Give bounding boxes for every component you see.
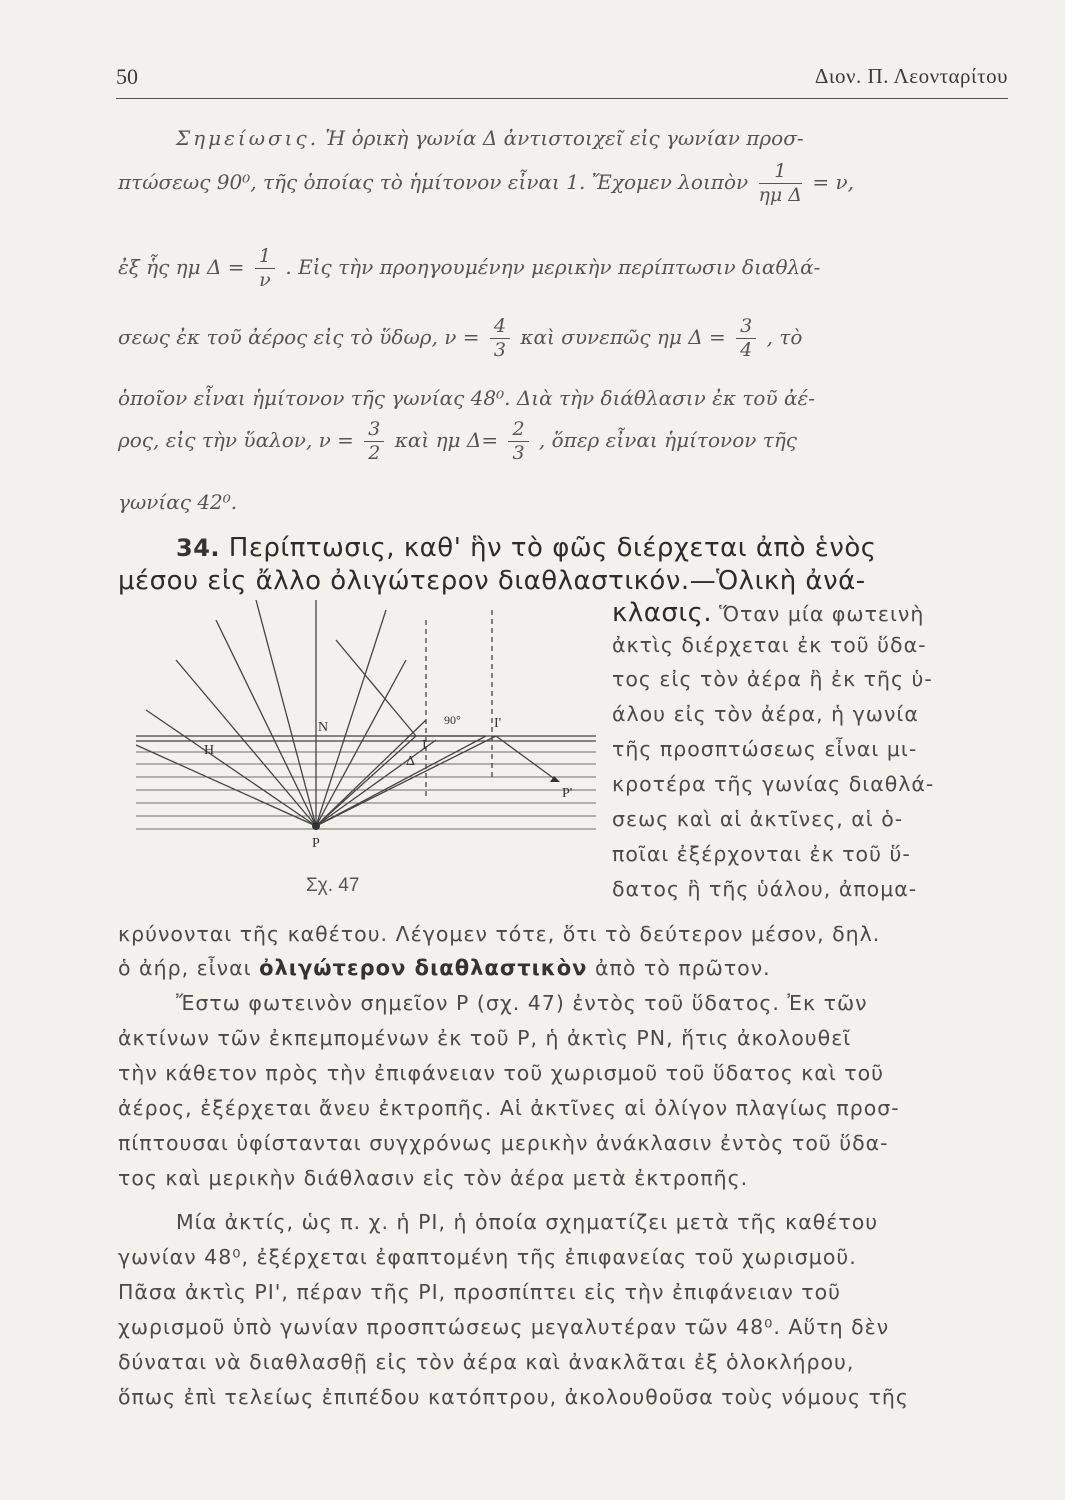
body-line-4: άλου εἰς τὸν ἀέρα, ἡ γωνία [612,702,919,726]
body-line-15: ἀέρος, ἐξέρχεται ἄνευ ἐκτροπῆς. Αἱ ἀκτῖνες αἱ ὀλίγον πλαγίως προσ- [118,1096,900,1120]
note-line-7: γωνίας 42⁰. [118,490,238,514]
label-p-prime: P' [562,786,573,801]
frac-numerator: 4 [490,315,510,339]
note-line-3 [118,245,820,292]
frac-numerator: 2 [508,418,528,442]
body-line-9: δατος ἢ τῆς ὑάλου, ἀπομα- [612,877,918,901]
refraction-diagram [136,600,606,880]
fraction-4-over-3 [490,315,510,362]
section-heading-line-1 [176,535,877,561]
note-line-3-lead: ἐξ ἧς ημ Δ = [118,254,245,279]
section-number: 34. [176,534,221,562]
note-line-2-tail: = ν, [812,169,855,194]
body-line-21: χωρισμοῦ ὑπὸ γωνίαν προσπτώσεως μεγαλυτέραν τῶν 48⁰. Αὕτη δὲν [118,1315,890,1339]
note-line-6-lead: ρος, εἰς τὴν ὕαλον, ν = [118,427,354,452]
label-p: P [312,836,320,851]
frac-denominator: 3 [493,338,506,361]
body-line-14: τὴν κάθετον πρὸς τὴν ἐπιφάνειαν τοῦ χωρισμοῦ τοῦ ὕδατος καὶ τοῦ [118,1061,885,1085]
section-heading-line-2: μέσου εἰς ἄλλο ὀλιγώτερον διαθλαστικόν.—Ὁλικὴ ἀνά- [118,566,866,596]
frac-numerator: 3 [736,315,756,339]
body-line-8: ποῖαι ἐξέρχονται ἐκ τοῦ ὕ- [612,842,911,866]
label-90-degrees: 90° [444,713,461,727]
body-line-16: πίπτουσαι ὑφίστανται συγχρόνως μερικὴν ἀνάκλασιν ἐντὸς τοῦ ὕδα- [118,1131,889,1155]
label-n: N [318,720,329,735]
frac-numerator: 3 [364,418,384,442]
note-line-2 [118,160,854,207]
section-title-3: κλασις. [612,598,713,628]
note-label: Σημείωσις. [176,126,320,150]
note-line-4-tail: , τὸ [766,324,803,349]
body-line-11-lead: ὁ ἀήρ, εἶναι [118,956,252,980]
body-line-20: Πᾶσα ἀκτὶς ΡΙ', πέραν τῆς ΡΙ, προσπίπτει εἰς τὴν ἐπιφάνειαν τοῦ [118,1280,842,1304]
fraction-2-over-3 [508,418,528,465]
body-line-17: τος καὶ μερικὴν διάθλασιν εἰς τὸν ἀέρα μετὰ ἐκτροπῆς. [118,1166,749,1190]
section-heading-line-3 [612,600,924,626]
section-title-1: Περίπτωσις, καθ' ἣν τὸ φῶς διέρχεται ἀπὸ ἑνὸς [228,533,877,563]
note-line-6 [118,418,797,465]
body-line-1: Ὅταν μία φωτεινὴ [719,602,925,626]
body-line-13: ἀκτίνων τῶν ἐκπεμπομένων ἐκ τοῦ Ρ, ἡ ἀκτὶς ΡΝ, ἥτις ἀκολουθεῖ [118,1026,852,1050]
label-i-prime: I' [494,716,502,731]
body-line-6: κροτέρα τῆς γωνίας διαθλά- [612,772,935,796]
body-line-3: τος εἰς τὸν ἀέρα ἢ ἐκ τῆς ὑ- [612,667,933,691]
note-line-3-text: . Εἰς τὴν προηγουμένην μερικὴν περίπτωσιν διαθλά- [285,254,821,279]
body-line-2: ἀκτὶς διέρχεται ἐκ τοῦ ὕδα- [612,633,927,657]
emphasis-less-refractive: ὀλιγώτερον διαθλαστικὸν [259,956,588,980]
fraction-3-over-2 [364,418,384,465]
fraction-3-over-4 [736,315,756,362]
body-line-19: γωνίαν 48⁰, ἐξέρχεται ἐφαπτομένη τῆς ἐπιφανείας τοῦ χωρισμοῦ. [118,1245,857,1269]
note-line-5: ὁποῖον εἶναι ἡμίτονον τῆς γωνίας 48⁰. Διὰ τὴν διάθλασιν ἐκ τοῦ ἀέ- [118,386,815,410]
body-line-11 [118,958,771,979]
note-line-1-text: Ἡ ὁρικὴ γωνία Δ ἀντιστοιχεῖ εἰς γωνίαν προσ- [325,126,804,150]
body-line-11-tail: ἀπὸ τὸ πρῶτον. [595,956,771,980]
body-line-22: δύναται νὰ διαθλασθῇ εἰς τὸν ἀέρα καὶ ἀνακλᾶται ἐξ ὁλοκλήρου, [118,1350,855,1374]
note-line-2-text: πτώσεως 90⁰, τῆς ὁποίας τὸ ἡμίτονον εἶναι 1. Ἔχομεν λοιπὸν [118,169,749,194]
body-line-7: σεως καὶ αἱ ἀκτῖνες, αἱ ὁ- [612,807,904,831]
label-h: H [204,743,215,758]
figure-47 [136,600,606,900]
point-p-marker [312,822,320,830]
fraction-1-over-sin-delta [759,160,803,207]
note-line-6-mid: καὶ ημ Δ= [394,427,499,452]
frac-denominator: 3 [512,441,525,464]
frac-numerator: 1 [759,160,803,184]
note-line-4-lead: σεως ἐκ τοῦ ἀέρος εἰς τὸ ὕδωρ, ν = [118,324,480,349]
frac-denominator: ν [259,268,271,291]
frac-numerator: 1 [255,245,275,269]
body-line-10: κρύνονται τῆς καθέτου. Λέγομεν τότε, ὅτι τὸ δεύτερον μέσον, δηλ. [118,922,881,946]
label-i: I [422,738,427,753]
label-delta: Δ [406,754,416,769]
note-line-4-mid: καὶ συνεπῶς ημ Δ = [520,324,726,349]
note-line-4 [118,315,802,362]
body-line-5: τῆς προσπτώσεως εἶναι μι- [612,737,918,761]
page-number: 50 [116,64,138,89]
fraction-1-over-n [255,245,275,292]
frac-denominator: 4 [740,338,753,361]
note-line-1 [176,128,804,148]
body-line-23: ὅπως ἐπὶ τελείως ἐπιπέδου κατόπτρου, ἀκολουθοῦσα τοὺς νόμους τῆς [118,1385,909,1409]
page-header [116,58,1008,99]
body-line-18: Μία ἀκτίς, ὡς π. χ. ἡ ΡΙ, ἡ ὁποία σχηματίζει μετὰ τῆς καθέτου [176,1210,879,1234]
body-line-12: Ἔστω φωτεινὸν σημεῖον Ρ (σχ. 47) ἐντὸς τοῦ ὕδατος. Ἐκ τῶν [176,991,868,1015]
frac-denominator: ημ Δ [758,183,803,206]
note-line-6-tail: , ὅπερ εἶναι ἡμίτονον τῆς [538,427,797,452]
frac-denominator: 2 [368,441,381,464]
running-head: Διον. Π. Λεονταρίτου [814,64,1008,88]
figure-caption: Σχ. 47 [306,875,360,896]
